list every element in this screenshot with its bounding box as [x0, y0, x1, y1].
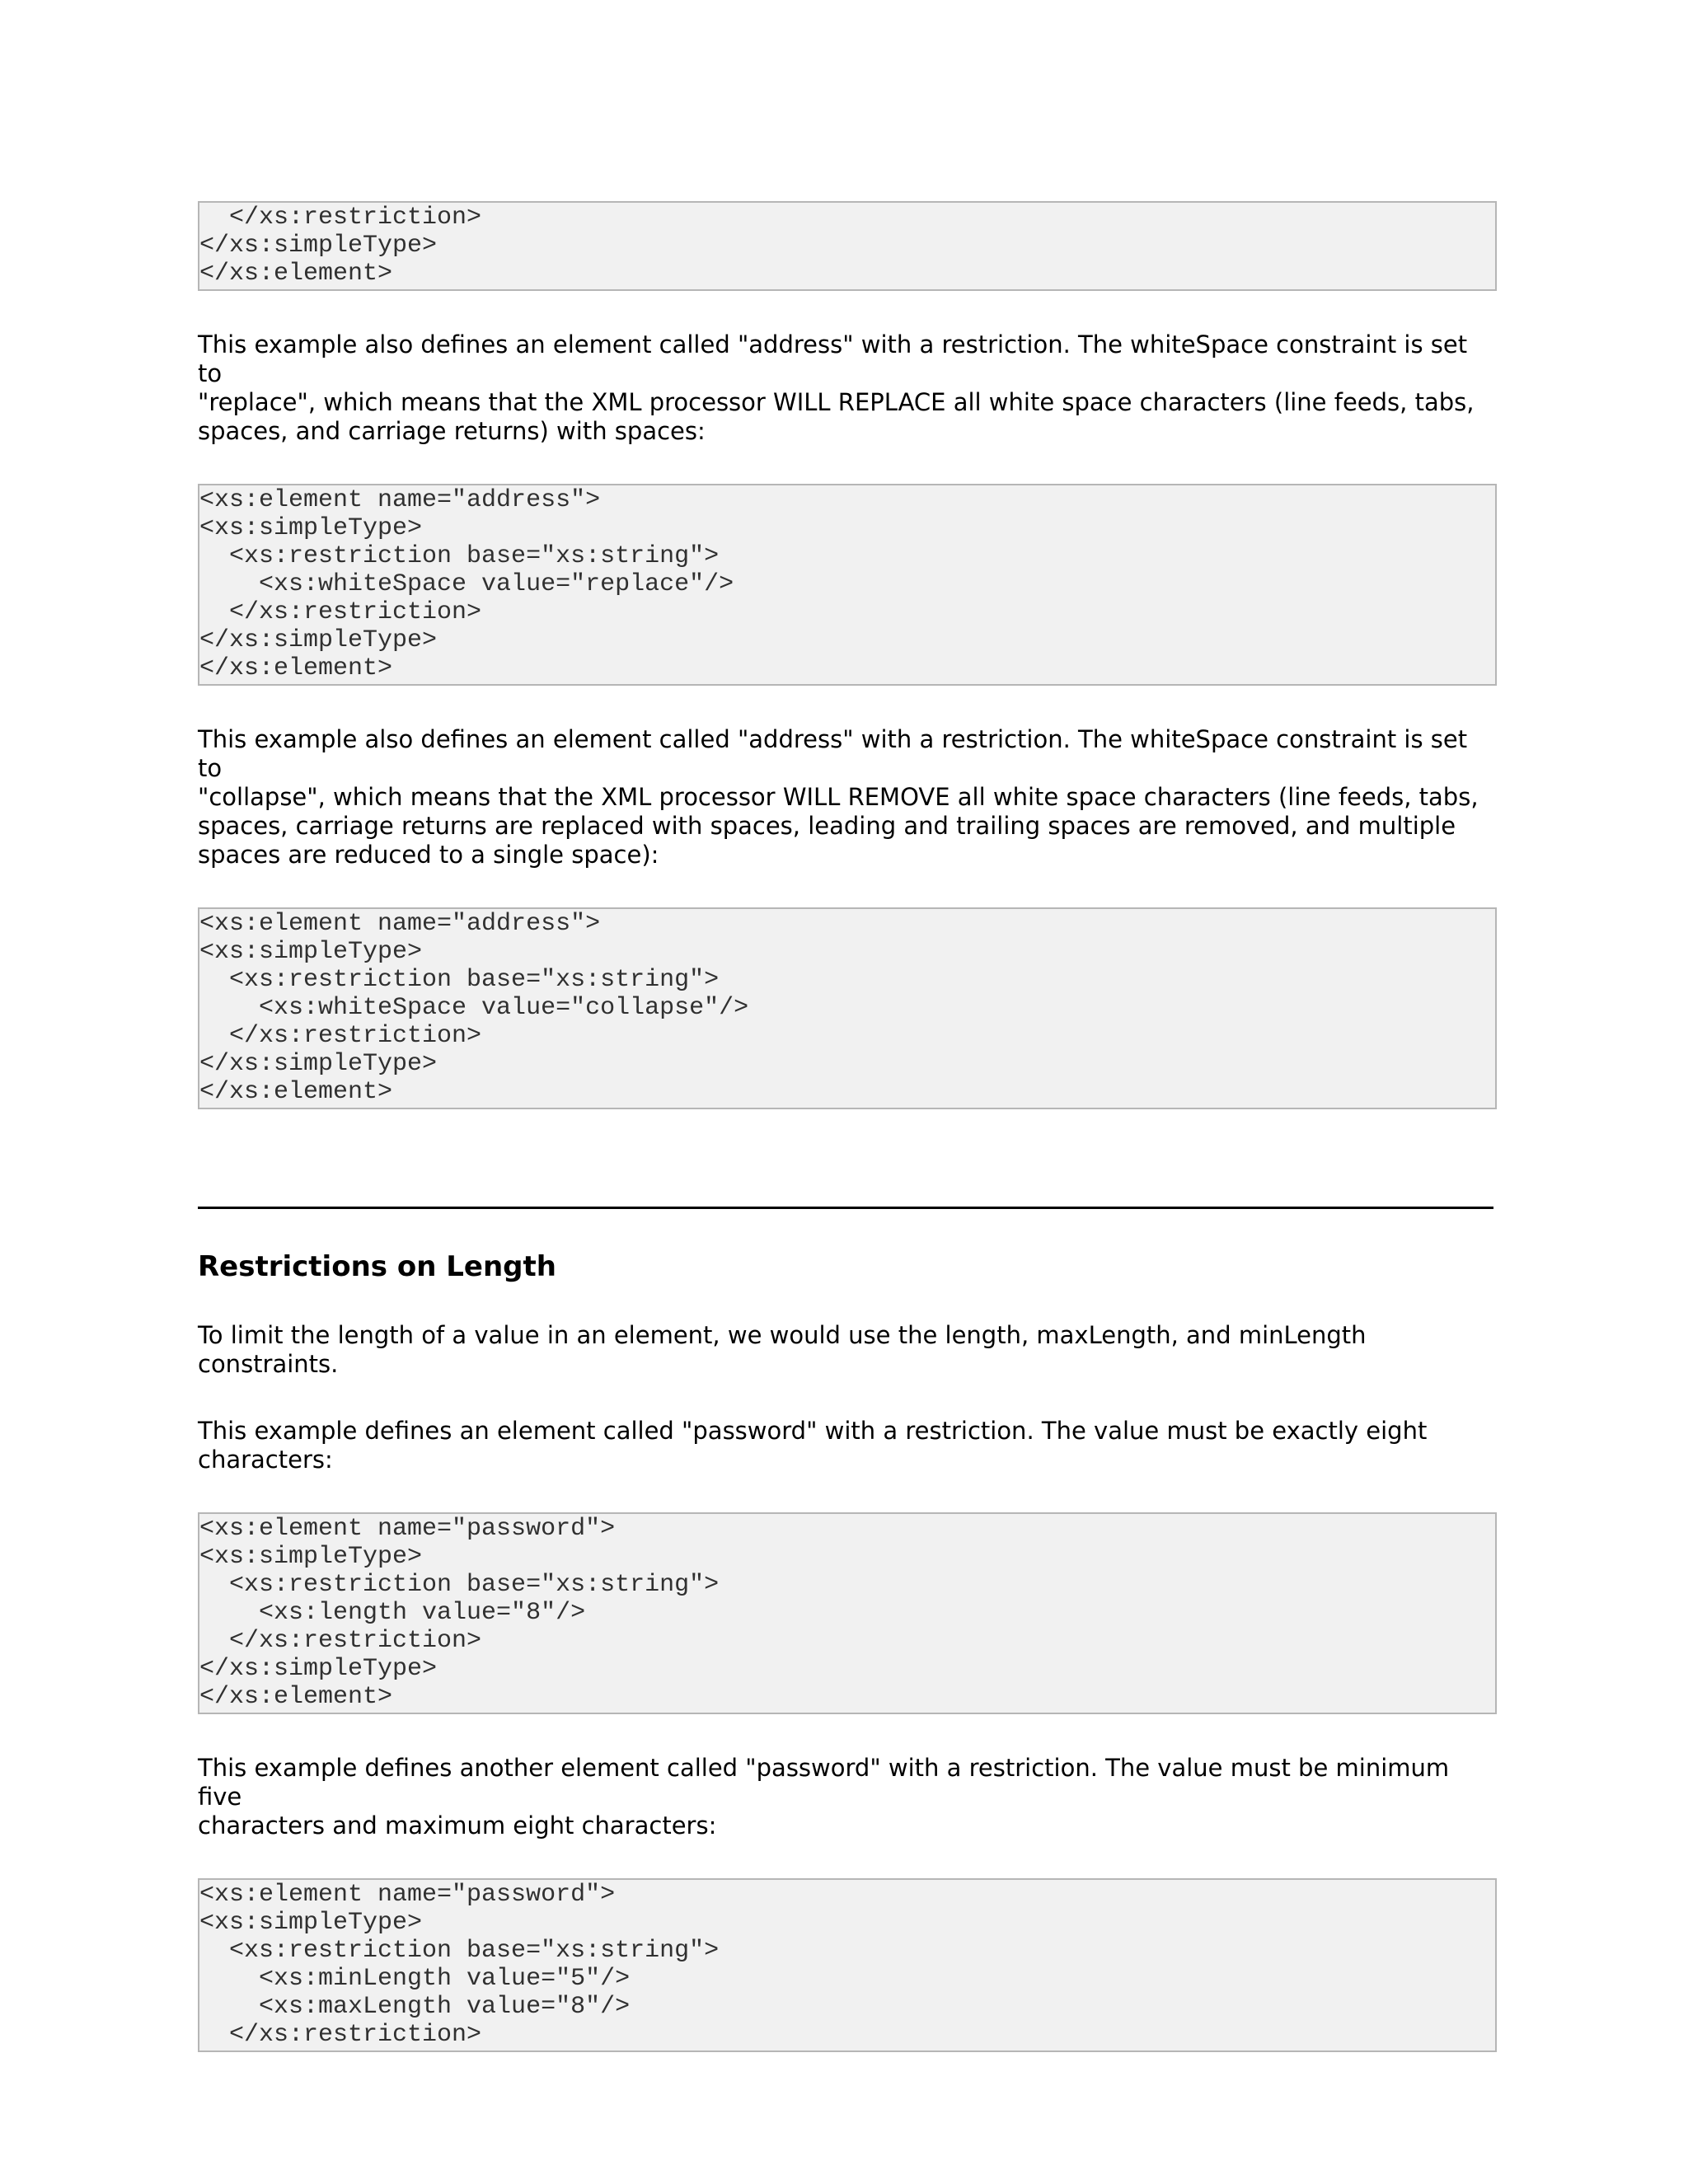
code-line: <xs:maxLength value="8"/>: [199, 1993, 631, 2021]
code-line: </xs:restriction>: [199, 1627, 482, 1655]
text-line: constraints.: [198, 1350, 339, 1378]
code-block-length: [198, 1512, 1497, 1714]
paragraph-exact-length: [198, 1417, 1497, 1474]
code-line: <xs:simpleType>: [199, 1909, 423, 1937]
code-line: </xs:element>: [199, 1078, 393, 1106]
code-block-whitespace-replace: [198, 484, 1497, 686]
code-line: <xs:element name="password">: [199, 1881, 616, 1909]
code-line: </xs:restriction>: [199, 2021, 482, 2049]
text-line: This example defines an element called "password" with a restriction. The value must be exactly eight: [198, 1417, 1428, 1445]
code-line: <xs:element name="address">: [199, 486, 601, 514]
code-line: </xs:simpleType>: [199, 232, 438, 260]
code-line: </xs:simpleType>: [199, 1655, 438, 1683]
code-line: <xs:whiteSpace value="collapse"/>: [199, 994, 749, 1022]
text-line: "collapse", which means that the XML processor WILL REMOVE all white space characters (line feeds, tabs,: [198, 783, 1479, 811]
text-line: spaces, carriage returns are replaced with spaces, leading and trailing spaces are removed, and multiple: [198, 812, 1456, 840]
code-line: <xs:restriction base="xs:string">: [199, 1571, 720, 1599]
text-line: This example defines another element called "password" with a restriction. The value must be minimum five: [198, 1754, 1450, 1811]
text-line: "replace", which means that the XML processor WILL REPLACE all white space characters (line feeds, tabs,: [198, 388, 1475, 416]
code-line: </xs:restriction>: [199, 204, 482, 232]
text-line: spaces, and carriage returns) with spaces:: [198, 417, 706, 445]
code-line: <xs:restriction base="xs:string">: [199, 966, 720, 994]
code-line: <xs:length value="8"/>: [199, 1599, 586, 1627]
text-line: This example also defines an element called "address" with a restriction. The whiteSpace constraint is set to: [198, 725, 1468, 782]
code-line: </xs:restriction>: [199, 598, 482, 626]
text-line: This example also defines an element called "address" with a restriction. The whiteSpace constraint is set to: [198, 330, 1468, 387]
code-line: <xs:minLength value="5"/>: [199, 1965, 631, 1993]
page-content: [198, 201, 1497, 2052]
code-line: </xs:element>: [199, 260, 393, 288]
code-block-min-max-length: [198, 1878, 1497, 2052]
code-block-whitespace-preserve-tail: [198, 201, 1497, 291]
code-line: <xs:element name="password">: [199, 1515, 616, 1543]
paragraph-collapse-explanation: [198, 725, 1497, 869]
paragraph-replace-explanation: [198, 330, 1497, 446]
code-line: </xs:element>: [199, 654, 393, 682]
code-line: </xs:restriction>: [199, 1022, 482, 1050]
code-line: <xs:simpleType>: [199, 938, 423, 966]
text-line: spaces are reduced to a single space):: [198, 841, 659, 869]
code-line: </xs:simpleType>: [199, 1050, 438, 1078]
code-line: </xs:element>: [199, 1683, 393, 1711]
code-line: <xs:whiteSpace value="replace"/>: [199, 570, 734, 598]
section-heading: Restrictions on Length: [198, 1250, 556, 1283]
text-line: To limit the length of a value in an element, we would use the length, maxLength, and minLength: [198, 1321, 1367, 1349]
code-line: <xs:simpleType>: [199, 514, 423, 542]
paragraph-length-intro: [198, 1321, 1497, 1379]
text-line: characters and maximum eight characters:: [198, 1811, 717, 1840]
code-line: <xs:restriction base="xs:string">: [199, 1937, 720, 1965]
code-block-whitespace-collapse: [198, 907, 1497, 1109]
code-line: <xs:restriction base="xs:string">: [199, 542, 720, 570]
paragraph-min-max-length: [198, 1754, 1497, 1840]
code-line: <xs:element name="address">: [199, 910, 601, 938]
code-line: </xs:simpleType>: [199, 626, 438, 654]
code-line: <xs:simpleType>: [199, 1543, 423, 1571]
text-line: characters:: [198, 1446, 333, 1474]
